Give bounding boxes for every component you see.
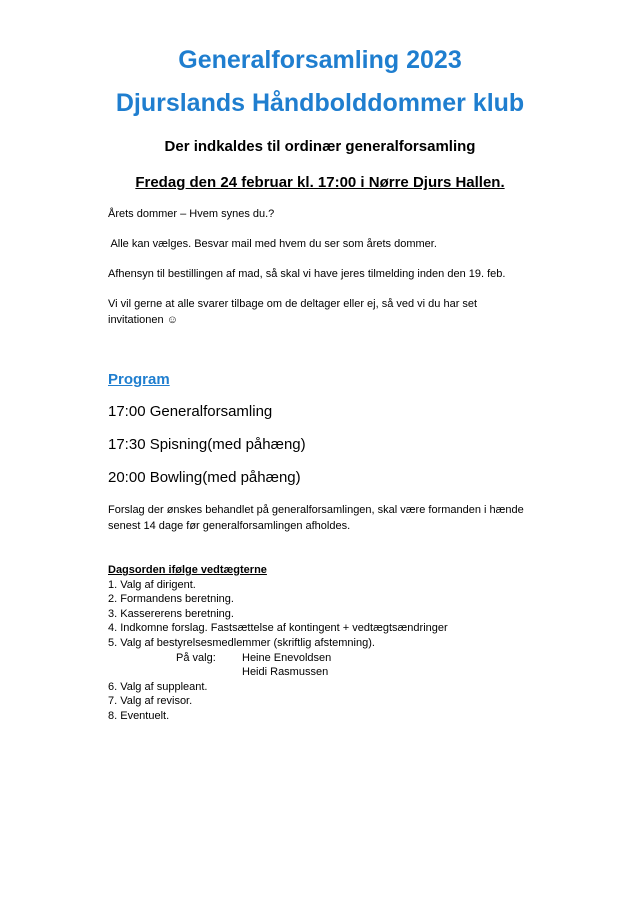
candidates-label: På valg: xyxy=(176,651,216,664)
intro-paragraph-4-line-2: invitationen ☺ xyxy=(108,314,178,326)
program-item: 17:30 Spisning(med påhæng) xyxy=(108,436,306,453)
candidate-row xyxy=(108,651,448,666)
agenda-item: 1. Valg af dirigent. xyxy=(108,578,196,591)
document-title: Generalforsamling 2023 xyxy=(178,46,462,74)
program-item: 17:00 Generalforsamling xyxy=(108,403,273,420)
program-item: 20:00 Bowling(med påhæng) xyxy=(108,469,301,486)
intro-paragraph-4-line-1: Vi vil gerne at alle svarer tilbage om de deltager eller ej, så ved vi du har set xyxy=(108,298,478,310)
agenda xyxy=(108,563,448,724)
proposals-line-2: senest 14 dage før generalforsamlingen afholdes. xyxy=(108,520,351,532)
agenda-heading: Dagsorden ifølge vedtægterne xyxy=(108,564,267,576)
agenda-item: 4. Indkomne forslag. Fastsættelse af kontingent + vedtægtsændringer xyxy=(108,622,448,635)
agenda-item: 8. Eventuelt. xyxy=(108,709,170,722)
candidate-name: Heidi Rasmussen xyxy=(242,666,329,679)
candidate-row xyxy=(108,665,448,680)
intro-paragraph-2: Alle kan vælges. Besvar mail med hvem du ser som årets dommer. xyxy=(108,238,437,250)
agenda-item: 2. Formandens beretning. xyxy=(108,593,234,606)
agenda-item: 5. Valg af bestyrelsesmedlemmer (skriftlig afstemning). xyxy=(108,636,375,649)
date-line: Fredag den 24 februar kl. 17:00 i Nørre Djurs Hallen. xyxy=(135,174,505,191)
intro-paragraph-3: Afhensyn til bestillingen af mad, så skal vi have jeres tilmelding inden den 19. feb. xyxy=(108,268,506,280)
agenda-item: 7. Valg af revisor. xyxy=(108,695,193,708)
candidate-name: Heine Enevoldsen xyxy=(242,651,332,664)
club-name: Djurslands Håndbolddommer klub xyxy=(115,89,525,117)
agenda-item: 3. Kassererens beretning. xyxy=(108,607,234,620)
intro-paragraph-1: Årets dommer – Hvem synes du.? xyxy=(108,208,275,220)
proposals-line-1: Forslag der ønskes behandlet på generalforsamlingen, skal være formanden i hænde xyxy=(108,504,524,516)
agenda-item: 6. Valg af suppleant. xyxy=(108,680,208,693)
subtitle: Der indkaldes til ordinær generalforsamling xyxy=(164,138,476,155)
program-heading: Program xyxy=(108,371,170,388)
